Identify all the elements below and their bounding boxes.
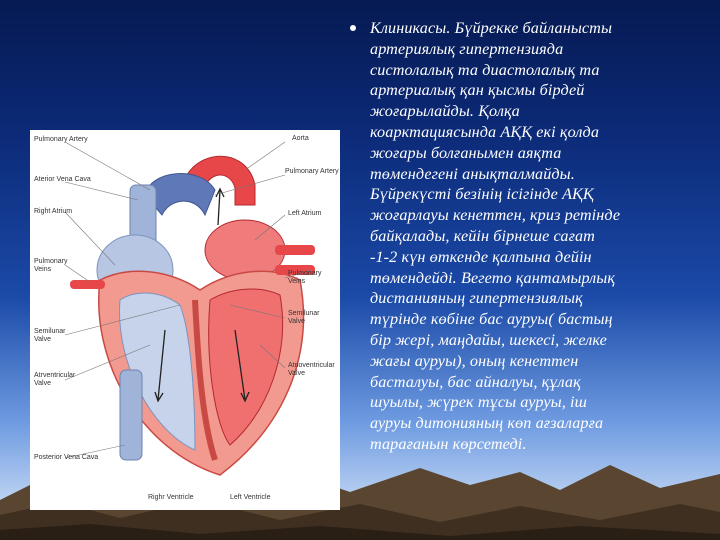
label-av-valve-right: Atrioventricular Valve xyxy=(288,362,335,377)
label-semilunar-valve-left: Semilunar Valve xyxy=(34,328,66,343)
label-aorta: Aorta xyxy=(292,135,309,142)
text-line: жоғарылайды. Қолқа xyxy=(370,102,520,121)
heart-diagram xyxy=(30,130,340,510)
text-line: Клиникасы. Бүйрекке байланысты xyxy=(370,19,613,37)
text-line: басталуы, бас айналуы, құлақ xyxy=(370,372,581,391)
bullet-icon xyxy=(350,25,356,31)
label-posterior-vena-cava: Posterior Vena Cava xyxy=(34,454,99,461)
label-pulmonary-veins-right: Pulmonary Veins xyxy=(288,270,322,285)
text-line: түрінде көбіне бас ауруы( бастың xyxy=(370,310,613,329)
label-left-ventricle: Left Ventricle xyxy=(230,494,271,501)
text-line: шуылы, жүрек тұсы ауруы, іш xyxy=(370,393,587,412)
text-line: жағы ауруы), оның кенеттен xyxy=(370,351,579,370)
label-left-atrium: Left Atrium xyxy=(288,210,322,217)
text-line: коарктациясында АҚҚ екі қолда xyxy=(370,122,600,141)
text-line: артериалық қан қысмы бірдей xyxy=(370,81,585,100)
text-line: төмендейді. Вегето қантамырлық xyxy=(370,268,616,287)
bullet-text xyxy=(370,18,700,455)
text-line: жоғары болғанымен аяқта xyxy=(370,143,562,162)
text-line: бір жері, маңдайы, шекесі, желке xyxy=(370,330,607,349)
text-line: систолалық та диастолалық та xyxy=(370,60,600,79)
label-pulmonary-artery-right: Pulmonary Artery xyxy=(285,168,339,175)
text-line: ауруы дитонияның көп ағзаларға xyxy=(370,414,604,433)
text-line: дистанияның гипертензиялық xyxy=(370,289,583,308)
text-line: тарағанын көрсетеді. xyxy=(370,434,527,453)
label-superior-vena-cava: Aterior Vena Cava xyxy=(34,176,91,183)
text-line: -1-2 күн өткенде қалпына дейін xyxy=(370,247,592,266)
text-line: жоғарлауы кенеттен, криз ретінде xyxy=(370,206,621,225)
bullet-item xyxy=(350,18,700,455)
text-line: артериялық гипертензияда xyxy=(370,39,564,58)
label-pulmonary-artery-left: Pulmonary Artery xyxy=(34,136,88,143)
text-line: төмендегені анықталмайды. xyxy=(370,164,575,183)
label-pulmonary-veins-left: Pulmonary Veins xyxy=(34,258,68,273)
label-av-valve-left: Atrventricular Valve xyxy=(34,372,76,387)
text-line: Бүйрекүсті безінің ісігінде АҚҚ xyxy=(370,185,594,204)
label-right-ventricle: Righr Ventricle xyxy=(148,494,194,501)
text-line: байқалады, кейін бірнеше сағат xyxy=(370,226,595,245)
label-semilunar-valve-right: Semilunar Valve xyxy=(288,310,320,325)
label-right-atrium: Right Atrium xyxy=(34,208,73,215)
